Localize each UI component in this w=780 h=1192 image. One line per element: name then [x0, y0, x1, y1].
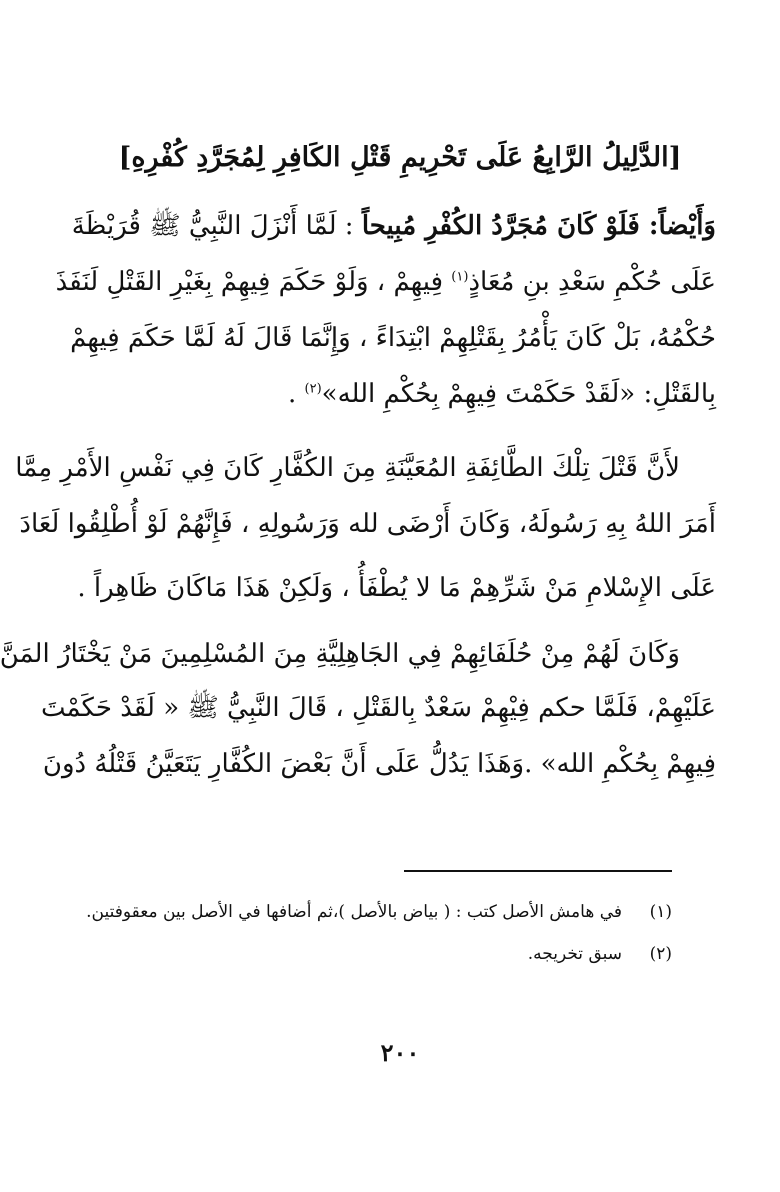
paragraph-1-line-4	[84, 374, 716, 414]
line-text: عَلَى حُكْمِ سَعْدِ بنِ مُعَاذٍ	[468, 267, 716, 297]
line-text: عَلَيْهِمْ، فَلَمَّا حكم فِيْهِمْ سَعْدٌ بِالقَتْلِ ، قَالَ النَّبِيُّ ﷺ « لَقَدْ حَكَمْتَ	[40, 693, 716, 723]
footnote-separator	[404, 870, 672, 872]
footnote-number: (٢)	[649, 944, 672, 964]
paragraph-1-line-3	[70, 318, 716, 358]
footnote-text: في هامش الأصل كتب : ( بياض بالأصل )،ثم أضافها في الأصل بين معقوفتين.	[86, 902, 622, 922]
line-text: عَلَى الإِسْلامِ مَنْ شَرِّهِمْ مَا لا يُطْفَأُ ، وَلَكِنْ هَذَا مَاكَانَ ظَاهِراً .	[77, 573, 716, 603]
section-heading: [الدَّلِيلُ الرَّابِعُ عَلَى تَحْرِيمِ قَتْلِ الكَافِرِ لِمُجَرَّدِ كُفْرِهِ]	[118, 142, 682, 173]
paragraph-1-line-2	[55, 262, 716, 302]
paragraph-3-line-1	[0, 634, 680, 674]
footnote-text: سبق تخريجه.	[527, 944, 622, 964]
paragraph-2-line-3	[77, 568, 716, 608]
footnote-2	[90, 940, 672, 968]
line-text: فِيهِمْ بِحُكْمِ الله» .وَهَذَا يَدُلُّ عَلَى أَنَّ بَعْضَ الكُفَّارِ يَتَعَيَّنُ قَتْلُهُ دُونَ	[42, 749, 716, 779]
line-text: : لَمَّا أَنْزَلَ النَّبِيُّ ﷺ قُرَيْظَةَ	[71, 211, 362, 241]
footnote-1	[86, 898, 672, 926]
paragraph-3-line-2	[40, 688, 716, 728]
line-text: حُكْمُهُ، بَلْ كَانَ يَأْمُرُ بِقَتْلِهِمْ ابْتِدَاءً ، وَإِنَّمَا قَالَ لَهُ لَمَّا حَكَمَ فِيهِمْ	[70, 323, 716, 353]
line-text: بِالقَتْلِ: «لَقَدْ حَكَمْتَ فِيهِمْ بِحُكْمِ الله»	[321, 379, 716, 409]
paragraph-1-line-1	[71, 206, 716, 246]
paragraph-3-line-3	[42, 744, 716, 784]
footnote-number: (١)	[649, 902, 672, 922]
line-text: .	[288, 379, 305, 409]
line-text: وَكَانَ لَهُمْ مِنْ حُلَفَائِهِمْ فِي الجَاهِلِيَّةِ مِنَ المُسْلِمِينَ مَنْ يَخْتَارُ المَنَّ	[0, 639, 680, 669]
footnote-ref-2: (٢)	[304, 381, 322, 397]
paragraph-lead: وَأَيْضاً: فَلَوْ كَانَ مُجَرَّدُ الكُفْرِ مُبِيحاً	[361, 211, 716, 241]
footnote-ref-1: (١)	[451, 269, 469, 285]
paragraph-2-line-1	[15, 448, 680, 488]
page-number: ٢٠٠	[380, 1038, 420, 1067]
line-text: لأَنَّ قَتْلَ تِلْكَ الطَّائِفَةِ المُعَيَّنَةِ مِنَ الكُفَّارِ كَانَ فِي نَفْسِ الأَمْرِ مِمَّا	[15, 453, 680, 483]
paragraph-2-line-2	[19, 504, 716, 544]
line-text: فِيهِمْ ، وَلَوْ حَكَمَ فِيهِمْ بِغَيْرِ القَتْلِ لَنَفَذَ	[55, 267, 452, 297]
line-text: أَمَرَ اللهُ بِهِ رَسُولَهُ، وَكَانَ أَرْضَى لله وَرَسُولِهِ ، فَإِنَّهُمْ لَوْ أُطْلِقُوا لَعَادَ	[19, 509, 716, 539]
